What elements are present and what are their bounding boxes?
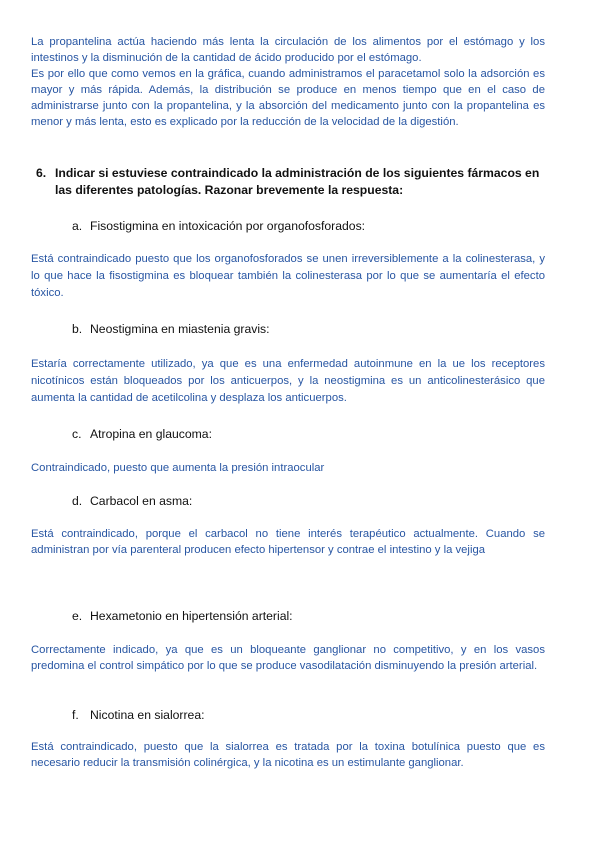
intro-section (31, 34, 545, 130)
item-f-text: Nicotina en sialorrea: (90, 708, 205, 722)
item-b-letter: b. (72, 322, 83, 336)
item-a-answer-text: Está contraindicado puesto que los organofosforados se unen irreversiblemente a la colinesterasa, y lo que hace la fisostigmina es bloquear también la colinesterasa por lo que se aumentaría el efecto tóxico. (31, 253, 545, 299)
item-a-letter: a. (72, 219, 83, 233)
item-d-text: Carbacol en asma: (90, 494, 193, 508)
item-b-text: Neostigmina en miastenia gravis: (90, 322, 270, 336)
item-f-answer-text: Está contraindicado, puesto que la sialorrea es tratada por la toxina botulínica puesto que es necesario reducir la transmisión colinérgica, y la nicotina es un estimulante ganglionar. (31, 741, 545, 769)
item-b-answer (31, 356, 545, 407)
item-e-text: Hexametonio en hipertensión arterial: (90, 609, 293, 623)
item-d-answer-text: Está contraindicado, porque el carbacol no tiene interés terapéutico actualmente. Cuando se administran por vía parenteral producen efecto hipertensor y contrae el intestino y la vejiga (31, 528, 545, 556)
item-e-label (72, 608, 293, 624)
item-c-letter: c. (72, 427, 82, 441)
item-e-answer (31, 642, 545, 674)
item-d-answer (31, 526, 545, 558)
intro-paragraph-2: Es por ello que como vemos en la gráfica, cuando administramos el paracetamol solo la adsorción es mayor y más rápida. Además, la distribución se produce en menos tiempo que en el caso de administrarse junto con la propantelina, y la absorción del medicamento junto con la propantelina es menor y más lenta, esto es explicado por la reducción de la velocidad de la digestión. (31, 68, 545, 128)
item-c-label (72, 426, 212, 442)
item-c-answer-text: Contraindicado, puesto que aumenta la presión intraocular (31, 462, 325, 474)
item-f-letter: f. (72, 708, 79, 722)
item-a-label (72, 218, 365, 234)
question-heading (36, 165, 546, 199)
item-c-answer (31, 460, 545, 477)
question-number: 6. (36, 166, 47, 180)
item-e-letter: e. (72, 609, 83, 623)
item-f-answer (31, 739, 545, 771)
item-e-answer-text: Correctamente indicado, ya que es un bloqueante ganglionar no competitivo, y en los vasos predomina el control simpático por lo que se produce vasodilatación disminuyendo la presión arterial. (31, 644, 545, 672)
question-title: Indicar si estuviese contraindicado la administración de los siguientes fármacos en las diferentes patologías. Razonar brevemente la respuesta: (55, 166, 540, 197)
item-d-letter: d. (72, 494, 83, 508)
item-a-answer (31, 251, 545, 302)
item-d-label (72, 493, 192, 509)
intro-paragraph-1: La propantelina actúa haciendo más lenta la circulación de los alimentos por el estómago y los intestinos y la disminución de la cantidad de ácido producido por el estómago. (31, 36, 545, 64)
item-b-label (72, 321, 270, 337)
item-c-text: Atropina en glaucoma: (90, 427, 212, 441)
item-a-text: Fisostigmina en intoxicación por organofosforados: (90, 219, 366, 233)
item-b-answer-text: Estaría correctamente utilizado, ya que es una enfermedad autoinmune en la ue los receptores nicotínicos están bloqueados por los anticuerpos, y la neostigmina es un anticolinesterásico que aumenta la cantidad de acetilcolina y desplaza los anticuerpos. (31, 358, 545, 404)
item-f-label (72, 707, 204, 723)
